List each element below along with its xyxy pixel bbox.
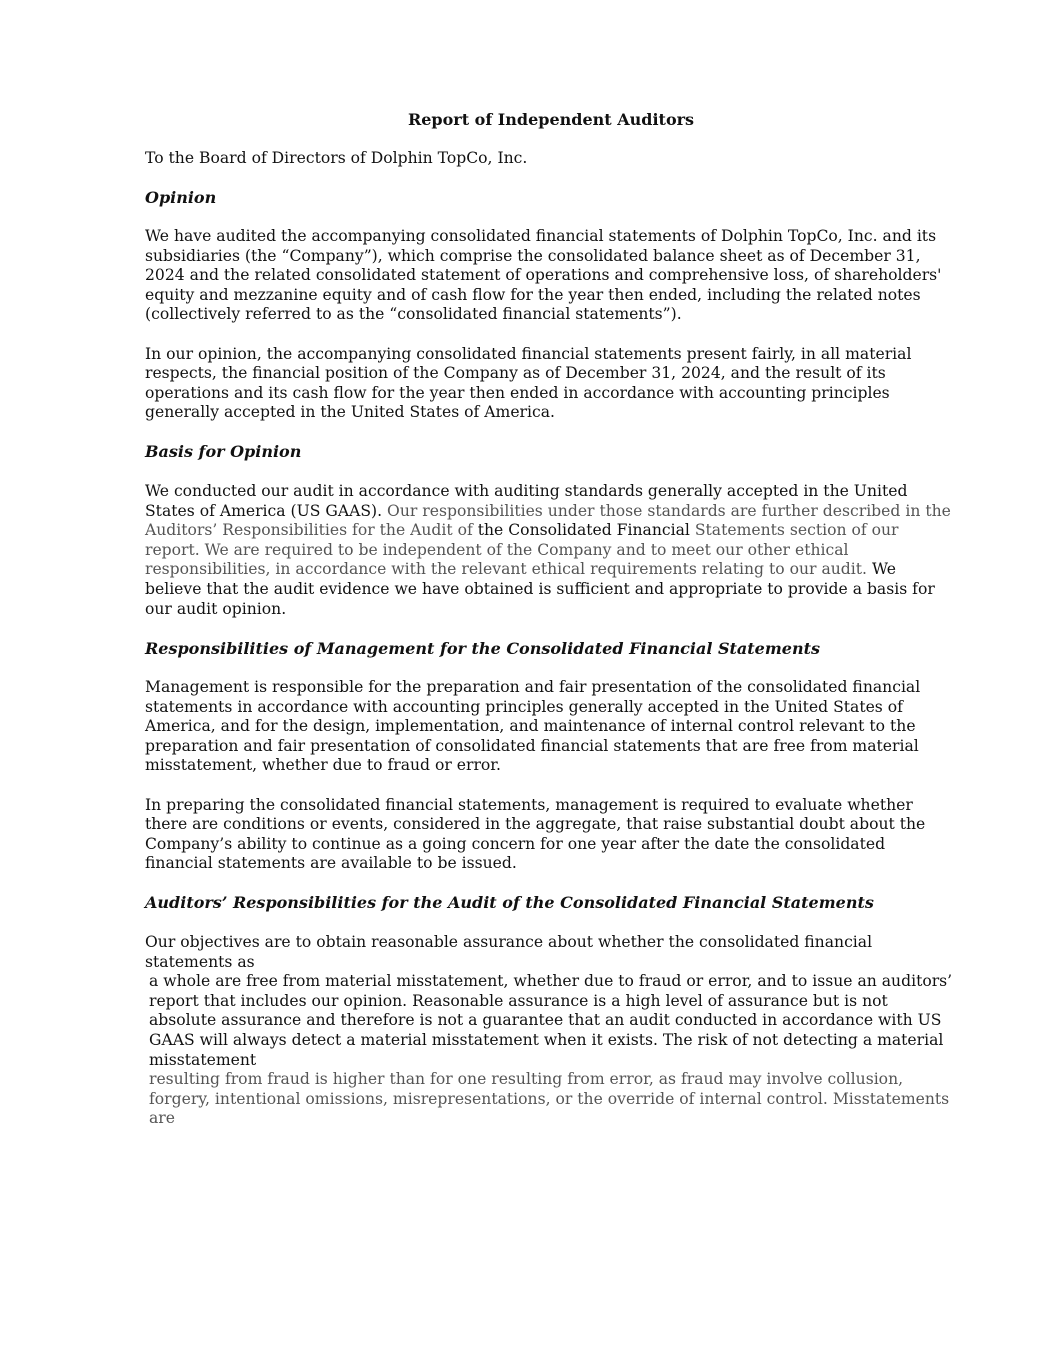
auditors-body-gray: resulting from fraud is higher than for one resulting from error, as fraud may involve collusion, forgery, intentional omissions, misrepresentations, or the override of internal control. Misstatements are <box>149 1070 950 1128</box>
salutation: To the Board of Directors of Dolphin TopCo, Inc. <box>145 149 528 167</box>
management-paragraph-1: Management is responsible for the preparation and fair presentation of the consolidated financial statements in accordance with accounting principles generally accepted in the United States of America, and for the design, implementation, and maintenance of internal control relevant to the preparation and fair presentation of consolidated financial statements that are free from material misstatement, whether due to fraud or error. <box>145 678 921 775</box>
basis-text-4: Statements section of our report. We are required to be independent of the Company and to meet our other ethical responsibilities, in accordance with the relevant ethical requirements relating to our audit. <box>145 521 899 579</box>
basis-text-1: We conducted our audit in accordance with auditing standards generally accepted in the United States of America (US GAAS). <box>145 481 908 520</box>
report-title: Report of Independent Auditors <box>407 110 695 129</box>
basis-text-3: the Consolidated Financial <box>477 521 690 540</box>
basis-text-5: We believe that the audit evidence we have obtained is sufficient and appropriate to provide a basis for our audit opinion. <box>145 560 935 618</box>
opinion-paragraph-1: We have audited the accompanying consolidated financial statements of Dolphin TopCo, Inc. and its subsidiaries (the “Company”), which comprise the consolidated balance sheet as of December 31, 2024 and the related consolidated statement of operations and comprehensive loss, of shareholders' equity and mezzanine equity and of cash flow for the year then ended, including the related notes (collectively referred to as the “consolidated financial statements”). <box>145 227 942 324</box>
basis-paragraph <box>145 482 957 619</box>
basis-text-2: Our responsibilities under those standards are further described in the Auditors’ Responsibilities for the Audit of <box>145 501 951 540</box>
management-heading: Responsibilities of Management for the Consolidated Financial Statements <box>145 638 820 658</box>
management-paragraph-2: In preparing the consolidated financial statements, management is required to evaluate whether there are conditions or events, considered in the aggregate, that raise substantial doubt about the Company’s ability to continue as a going concern for one year after the date the consolidated financial statements are available to be issued. <box>145 795 926 873</box>
report-page <box>145 110 957 1129</box>
opinion-heading: Opinion <box>145 187 217 207</box>
opinion-paragraph-2: In our opinion, the accompanying consolidated financial statements present fairly, in all material respects, the financial position of the Company as of December 31, 2024, and the result of its operations and its cash flow for the year then ended in accordance with accounting principles generally accepted in the United States of America. <box>145 344 912 422</box>
auditors-body-dark: a whole are free from material misstatement, whether due to fraud or error, and to issue an auditors’ report that includes our opinion. Reasonable assurance is a high level of assurance but is not absolute assurance and therefore is not a guarantee that an audit conducted in accordance with US GAAS will always detect a material misstatement when it exists. The risk of not detecting a material misstatement <box>149 972 953 1069</box>
auditors-lead-line: Our objectives are to obtain reasonable assurance about whether the consolidated financial statements as <box>145 932 873 971</box>
auditors-heading: Auditors’ Responsibilities for the Audit of the Consolidated Financial Statements <box>145 893 874 913</box>
basis-heading: Basis for Opinion <box>145 442 302 462</box>
